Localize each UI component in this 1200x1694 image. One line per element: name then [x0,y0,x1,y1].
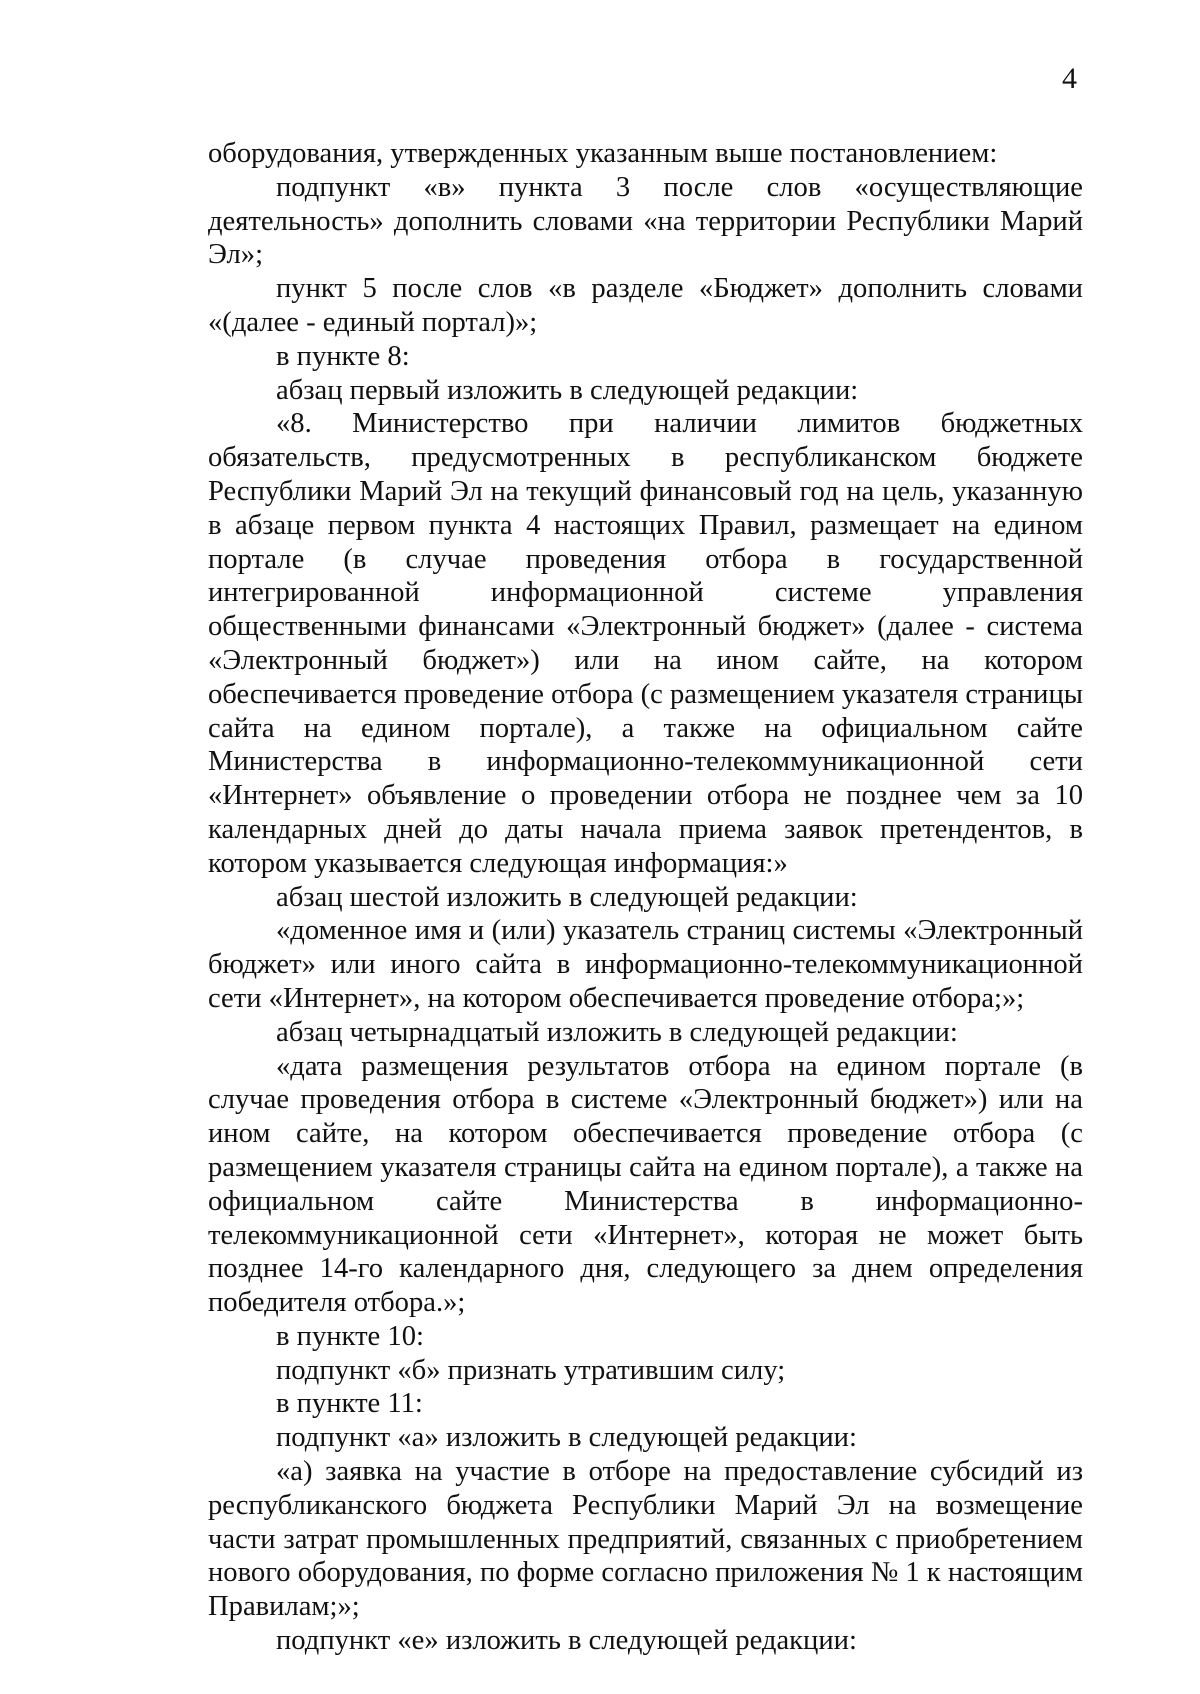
paragraph-subpoint-e-instruction: подпункт «е» изложить в следующей редакции: [276,1625,857,1657]
paragraph-first-clause-instruction: абзац первый изложить в следующей редакции: [276,374,859,406]
paragraph-continuation: оборудования, утвержденных указанным выше постановлением: [208,138,998,169]
paragraph-point-10-heading: в пункте 10: [276,1320,424,1352]
paragraph-point-5: пункт 5 после слов «в разделе «Бюджет» дополнить словами «(далее - единый портал)»; [208,273,1083,338]
paragraph-subpoint-v: подпункт «в» пункта 3 после слов «осуществляющие деятельность» дополнить словами «на территории Республики Марий Эл»; [208,171,1083,271]
paragraph-sixth-clause-instruction: абзац шестой изложить в следующей редакции: [276,881,858,913]
paragraph-subpoint-a-text: «а) заявка на участие в отборе на предоставление субсидий из республиканского бюджета Республики Марий Эл на возмещение части затрат промышленных предприятий, связанных с приобретением нового оборудования, по форме согласно приложения № 1 к настоящим Правилам;»; [208,1456,1083,1623]
paragraph-point-8-heading: в пункте 8: [276,340,410,372]
document-body [208,137,1083,1658]
paragraph-sixth-clause-text: «доменное имя и (или) указатель страниц системы «Электронный бюджет» или иного сайта в информационно-телекоммуникационной сети «Интернет», на котором обеспечивается проведение отбора;»; [208,915,1083,1014]
paragraph-fourteenth-clause-text: «дата размещения результатов отбора на едином портале (в случае проведения отбора в системе «Электронный бюджет») или на ином сайте, на котором обеспечивается проведение отбора (с размещением указателя страницы сайта на едином портале), а также на официальном сайте Министерства в информационно-телекоммуникационной сети «Интернет», которая не может быть позднее 14-го календарного дня, следующего за днем определения победителя отбора.»; [208,1050,1083,1319]
paragraph-point-11-heading: в пункте 11: [276,1388,423,1420]
page-number: 4 [1062,62,1077,95]
paragraph-point-8-text: «8. Министерство при наличии лимитов бюджетных обязательств, предусмотренных в республиканском бюджете Республики Марий Эл на текущий финансовый год на цель, указанную в абзаце первом пункта 4 настоящих Правил, размещает на едином портале (в случае проведения отбора в государственной интегрированной информационной системе управления общественными финансами «Электронный бюджет» (далее - система «Электронный бюджет») или на ином сайте, на котором обеспечивается проведение отбора (с размещением указателя страницы сайта на едином портале), а также на официальном сайте Министерства в информационно-телекоммуникационной сети «Интернет» объявление о проведении отбора не позднее чем за 10 календарных дней до даты начала приема заявок претендентов, в котором указывается следующая информация:» [208,408,1083,879]
paragraph-subpoint-a-instruction: подпункт «а» изложить в следующей редакции: [276,1422,857,1454]
paragraph-fourteenth-clause-instruction: абзац четырнадцатый изложить в следующей редакции: [276,1016,958,1048]
paragraph-subpoint-b: подпункт «б» признать утратившим силу; [276,1354,786,1386]
